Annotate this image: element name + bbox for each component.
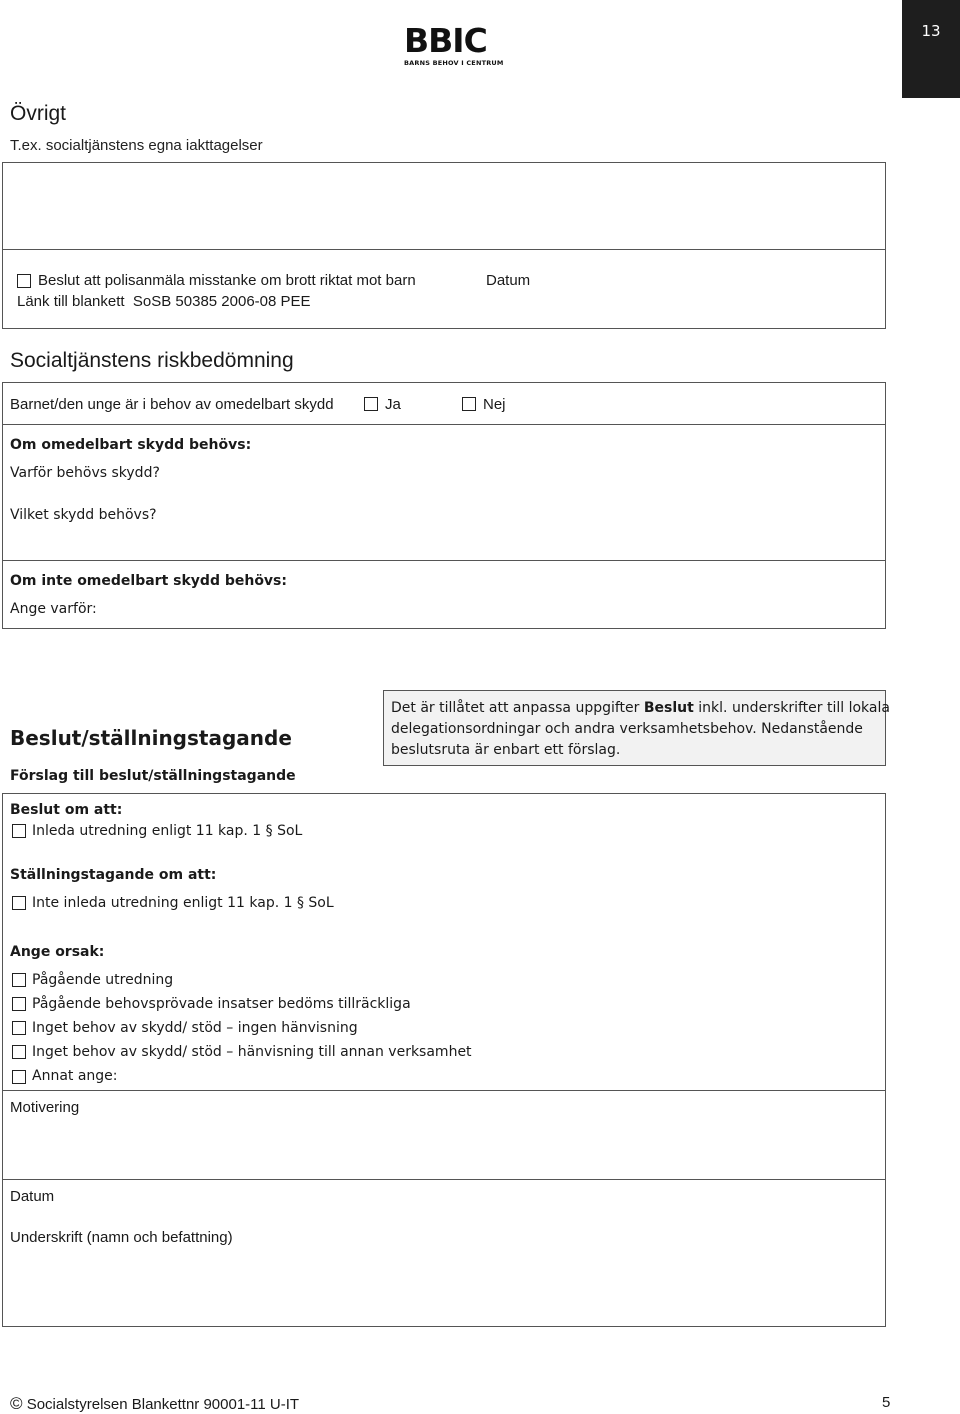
section-title-ovrigt: Övrigt: [10, 102, 67, 125]
police-report-label: Beslut att polisanmäla misstanke om brott riktat mot barn: [38, 272, 416, 289]
if-not-protection-heading: Om inte omedelbart skydd behövs:: [10, 573, 287, 589]
reason-option-label: Pågående behovsprövade insatser bedöms tillräckliga: [32, 996, 411, 1012]
police-report-form-link[interactable]: Länk till blankett SoSB 50385 2006-08 PEE: [17, 293, 311, 310]
footer-copyright: [10, 1394, 299, 1414]
which-protection-label: Vilket skydd behövs?: [10, 507, 157, 523]
section-title-decision: Beslut/ställningstagande: [10, 726, 292, 750]
page-number-badge: 13: [902, 0, 960, 98]
reason-option-label: Inget behov av skydd/ stöd – ingen hänvisning: [32, 1020, 358, 1036]
why-protection-label: Varför behövs skydd?: [10, 465, 160, 481]
risk-box: [2, 382, 886, 629]
logo-tagline: BARNS BEHOV I CENTRUM: [404, 59, 504, 67]
reason-checkbox[interactable]: [12, 1045, 26, 1059]
protection-no-label: Nej: [483, 396, 506, 413]
decision-note-line2: delegationsordningar och andra verksamhetsbehov. Nedanstående: [391, 721, 863, 737]
reason-checkbox[interactable]: [12, 1021, 26, 1035]
section-subtitle-ovrigt: T.ex. socialtjänstens egna iakttagelser: [10, 137, 263, 154]
decision-note-part2: inkl. underskrifter till lokala: [693, 700, 890, 716]
section-title-risk: Socialtjänstens riskbedömning: [10, 349, 294, 372]
decide-option-checkbox[interactable]: [12, 824, 26, 838]
footer-page-number: 5: [882, 1394, 891, 1411]
decision-note-part1: Det är tillåtet att anpassa uppgifter: [391, 700, 644, 716]
divider: [2, 1179, 886, 1180]
police-report-box: [2, 249, 886, 329]
protection-question: Barnet/den unge är i behov av omedelbart skydd: [10, 396, 334, 413]
observations-textarea[interactable]: [2, 162, 886, 250]
decide-option-label: Inleda utredning enligt 11 kap. 1 § SoL: [32, 823, 303, 839]
decision-note-line1: [391, 700, 890, 716]
protection-yes-checkbox[interactable]: [364, 397, 378, 411]
reason-checkbox[interactable]: [12, 1070, 26, 1084]
divider: [2, 560, 886, 561]
protection-yes-label: Ja: [385, 396, 401, 413]
reason-option-label: Inget behov av skydd/ stöd – hänvisning till annan verksamhet: [32, 1044, 472, 1060]
stance-heading: Ställningstagande om att:: [10, 867, 217, 883]
signature-label: Underskrift (namn och befattning): [10, 1229, 233, 1246]
police-report-date-label: Datum: [486, 272, 531, 289]
reason-heading: Ange orsak:: [10, 944, 105, 960]
decide-heading: Beslut om att:: [10, 802, 123, 818]
decision-date-label: Datum: [10, 1188, 55, 1205]
footer-text: Socialstyrelsen Blankettnr 90001-11 U-IT: [26, 1396, 300, 1413]
divider: [2, 1090, 886, 1091]
decision-note-line3: beslutsruta är enbart ett förslag.: [391, 742, 621, 758]
police-report-checkbox[interactable]: [17, 274, 31, 288]
stance-option-label: Inte inleda utredning enligt 11 kap. 1 § SoL: [32, 895, 334, 911]
divider: [2, 424, 886, 425]
if-protection-needed-heading: Om omedelbart skydd behövs:: [10, 437, 252, 453]
motivation-label: Motivering: [10, 1099, 80, 1116]
bbic-logo: [404, 21, 508, 70]
reason-option-label: Annat ange:: [32, 1068, 118, 1084]
decision-note-bold: Beslut: [643, 700, 694, 716]
copyright-icon: ©: [10, 1394, 23, 1413]
reason-checkbox[interactable]: [12, 997, 26, 1011]
reason-label: Ange varför:: [10, 601, 97, 617]
protection-no-checkbox[interactable]: [462, 397, 476, 411]
stance-option-checkbox[interactable]: [12, 896, 26, 910]
reason-option-label: Pågående utredning: [32, 972, 174, 988]
logo-text: BBIC: [404, 21, 487, 60]
decision-subtitle: Förslag till beslut/ställningstagande: [10, 768, 296, 784]
reason-checkbox[interactable]: [12, 973, 26, 987]
